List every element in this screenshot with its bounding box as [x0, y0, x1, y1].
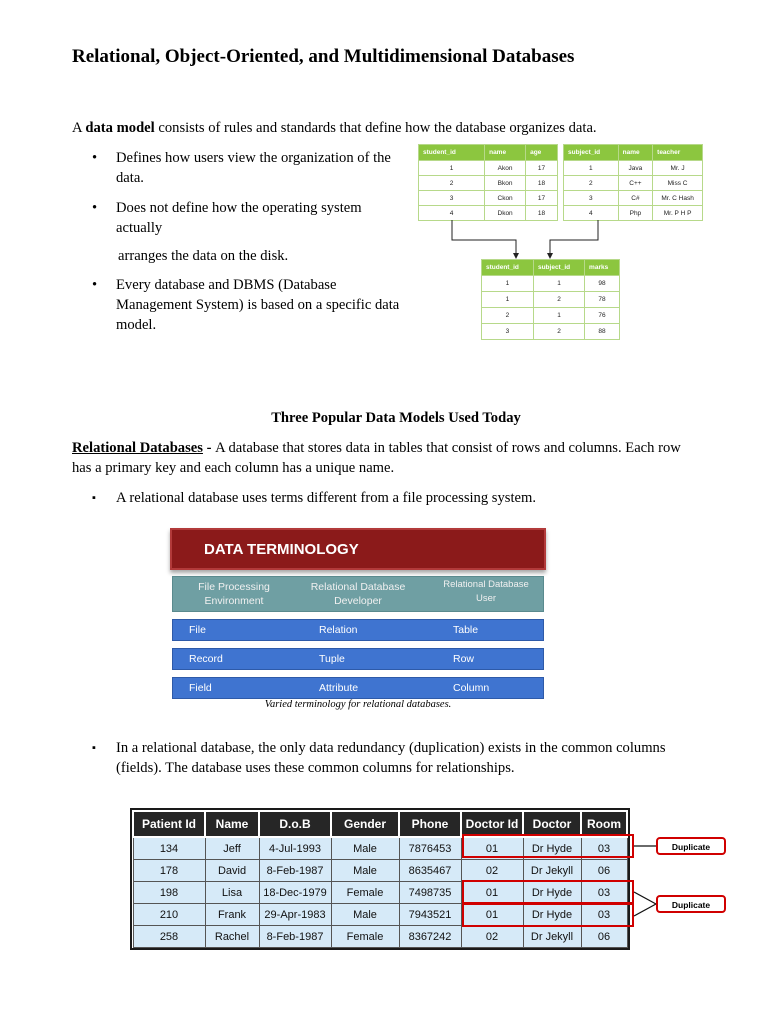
table-cell: 7498735: [399, 882, 461, 904]
column-header: Phone: [399, 811, 461, 837]
table-row: [564, 191, 703, 206]
table-cell: Akon: [485, 161, 526, 176]
table-row: [482, 308, 620, 324]
bullet-text: [116, 738, 666, 778]
table-cell: 06: [581, 926, 627, 948]
intro-bold-term: data model: [85, 120, 155, 136]
table-row: [482, 292, 620, 308]
table-cell: 2: [482, 308, 534, 324]
bullet-line: In a relational database, the only data redundancy (duplication) exists in the common columns: [116, 740, 666, 756]
column-header: subject_id: [564, 145, 619, 161]
table-cell: 134: [133, 837, 205, 860]
table-cell: 02: [461, 926, 523, 948]
column-header: teacher: [653, 145, 703, 161]
table-cell: Bkon: [485, 176, 526, 191]
table-cell: 4-Jul-1993: [259, 837, 331, 860]
table-cell: 2: [564, 176, 619, 191]
table-row: [419, 191, 558, 206]
bullet-dot: •: [92, 150, 98, 166]
table-cell: Dr Hyde: [523, 837, 581, 860]
relational-dash: -: [202, 440, 216, 456]
table-cell: Dr Jekyll: [523, 926, 581, 948]
bullet-line: Defines how users view the organization of the: [116, 150, 391, 166]
table-cell: Php: [618, 206, 653, 221]
duplicate-label: Duplicate: [656, 895, 726, 913]
table-cell: 258: [133, 926, 205, 948]
table-cell: 8-Feb-1987: [259, 860, 331, 882]
table-cell: C++: [618, 176, 653, 191]
table-cell: 1: [533, 276, 584, 292]
table-row: [482, 324, 620, 340]
table-cell: Java: [618, 161, 653, 176]
column-header: Doctor: [523, 811, 581, 837]
table-cell: 18: [526, 176, 558, 191]
bullet-item: [92, 275, 412, 335]
bullet-line: Does not define how the operating system: [116, 200, 362, 216]
square-bullet: ▪: [92, 492, 96, 504]
table-cell: 78: [585, 292, 620, 308]
column-header: student_id: [419, 145, 485, 161]
table-cell: Dr Jekyll: [523, 860, 581, 882]
table-cell: 03: [581, 837, 627, 860]
table-cell: Dr Hyde: [523, 882, 581, 904]
table-cell: Female: [331, 926, 399, 948]
intro-rest: consists of rules and standards that define how the database organizes data.: [154, 120, 597, 136]
table-cell: 88: [585, 324, 620, 340]
bullet-line: data.: [116, 170, 144, 186]
table-row: [482, 276, 620, 292]
duplicate-highlight-box: [462, 903, 634, 927]
terminology-cell: Relation: [319, 624, 358, 636]
table-cell: 03: [581, 882, 627, 904]
bullet-line: actually: [116, 220, 163, 236]
table-cell: C#: [618, 191, 653, 206]
table-cell: Mr. J: [653, 161, 703, 176]
table-cell: 1: [482, 292, 534, 308]
terminology-cell: Tuple: [319, 653, 345, 665]
table-cell: 8-Feb-1987: [259, 926, 331, 948]
table-cell: 1: [564, 161, 619, 176]
terminology-cell: Column: [453, 682, 490, 694]
bullet-line: model.: [116, 317, 157, 333]
table-row: [133, 860, 627, 882]
table-header-row: [564, 145, 703, 161]
table-cell: 178: [133, 860, 205, 882]
duplicate-label: Duplicate: [656, 837, 726, 855]
column-header: Name: [205, 811, 259, 837]
intro-prefix: A: [72, 120, 86, 136]
table-cell: 01: [461, 904, 523, 926]
table-cell: 3: [564, 191, 619, 206]
intro-paragraph: [72, 118, 597, 138]
table-header-row: [482, 260, 620, 276]
column-header: D.o.B: [259, 811, 331, 837]
table-cell: Female: [331, 882, 399, 904]
table-cell: 7943521: [399, 904, 461, 926]
table-cell: Dkon: [485, 206, 526, 221]
table-cell: 01: [461, 837, 523, 860]
bullet-dot: •: [92, 200, 98, 216]
student-table: [418, 144, 558, 221]
table-cell: 8635467: [399, 860, 461, 882]
terminology-cell: Table: [453, 624, 479, 636]
patient-table-frame: [130, 808, 630, 950]
table-cell: Mr. P H P: [653, 206, 703, 221]
column-header-file-processing: [179, 580, 289, 608]
table-cell: Rachel: [205, 926, 259, 948]
table-cell: 17: [526, 161, 558, 176]
column-header-line: Environment: [204, 595, 264, 607]
terminology-cell: Field: [189, 682, 212, 694]
table-cell: 1: [533, 308, 584, 324]
connector-line: [634, 904, 656, 916]
table-cell: 17: [526, 191, 558, 206]
data-terminology-graphic: [170, 528, 546, 700]
bullet-line: Management System) is based on a specific data: [116, 297, 400, 313]
column-header-line: Relational Database: [443, 579, 529, 590]
table-cell: 29-Apr-1983: [259, 904, 331, 926]
terminology-cell: Row: [453, 653, 475, 665]
table-cell: David: [205, 860, 259, 882]
arrow-line-right: [550, 220, 598, 256]
table-cell: Ckon: [485, 191, 526, 206]
terminology-row: [172, 648, 544, 670]
bullet-item: [92, 738, 732, 778]
duplicate-highlight-box: [462, 880, 634, 904]
duplicate-highlight-box: [462, 834, 634, 858]
table-cell: 198: [133, 882, 205, 904]
marks-table: [481, 259, 620, 340]
column-header: student_id: [482, 260, 534, 276]
table-connector-arrows: [440, 218, 610, 260]
table-cell: 01: [461, 882, 523, 904]
terminology-row: [172, 677, 544, 699]
column-header-db-developer: [299, 580, 417, 608]
terminology-cell: File: [189, 624, 206, 636]
terminology-column-headers: [172, 576, 544, 612]
table-cell: Miss C: [653, 176, 703, 191]
terminology-row: [172, 619, 544, 641]
table-row: [419, 176, 558, 191]
table-cell: 02: [461, 860, 523, 882]
table-cell: 1: [482, 276, 534, 292]
table-cell: Mr. C Hash: [653, 191, 703, 206]
column-header-line: Relational Database: [310, 581, 406, 593]
bullet-dot: •: [92, 277, 98, 293]
bullet-item: [92, 148, 412, 188]
column-header: age: [526, 145, 558, 161]
square-bullet: ▪: [92, 742, 96, 754]
column-header-db-user: [427, 578, 545, 606]
table-cell: Jeff: [205, 837, 259, 860]
relational-term: Relational Databases: [72, 440, 203, 456]
table-cell: 8367242: [399, 926, 461, 948]
column-header: subject_id: [533, 260, 584, 276]
terminology-header: [170, 528, 546, 570]
figure-caption: Varied terminology for relational databases.: [264, 699, 452, 710]
bullet-item: [92, 198, 412, 238]
table-cell: 4: [564, 206, 619, 221]
patient-table: [132, 810, 628, 948]
column-header: Patient Id: [133, 811, 205, 837]
relational-line1: A database that stores data in tables that consist of rows and columns. Each row: [215, 440, 681, 456]
bullet-text: [116, 198, 362, 238]
column-header: Room: [581, 811, 627, 837]
table-row: [133, 926, 627, 948]
table-row: [564, 161, 703, 176]
table-cell: 3: [419, 191, 485, 206]
table-cell: 2: [533, 324, 584, 340]
relational-line2: has a primary key and each column has a unique name.: [72, 460, 395, 476]
bullet-item: [92, 488, 712, 508]
bullet-text: [116, 275, 399, 335]
terminology-heading: DATA TERMINOLOGY: [204, 541, 359, 558]
connector-line: [634, 892, 656, 904]
terminology-cell: Attribute: [319, 682, 359, 694]
table-cell: Male: [331, 904, 399, 926]
table-row: [419, 161, 558, 176]
column-header: name: [485, 145, 526, 161]
table-cell: 76: [585, 308, 620, 324]
table-cell: 7876453: [399, 837, 461, 860]
table-cell: 4: [419, 206, 485, 221]
column-header-line: User: [475, 593, 497, 604]
bullet-line: (fields). The database uses these common columns for relationships.: [116, 760, 515, 776]
column-header: Doctor Id: [461, 811, 523, 837]
column-header: Gender: [331, 811, 399, 837]
bullet-line: Every database and DBMS (Database: [116, 277, 337, 293]
section-heading: Three Popular Data Models Used Today: [271, 410, 521, 426]
table-cell: 2: [419, 176, 485, 191]
table-cell: Male: [331, 860, 399, 882]
arrow-line-left: [452, 220, 516, 256]
table-cell: 18: [526, 206, 558, 221]
column-header: marks: [585, 260, 620, 276]
column-header-line: Developer: [334, 595, 382, 607]
page-title: Relational, Object-Oriented, and Multidimensional Databases: [72, 46, 575, 67]
table-cell: 06: [581, 860, 627, 882]
column-header: name: [618, 145, 653, 161]
table-row: [564, 176, 703, 191]
table-cell: 03: [581, 904, 627, 926]
table-cell: 18-Dec-1979: [259, 882, 331, 904]
column-header-line: File Processing: [198, 581, 270, 593]
table-cell: Frank: [205, 904, 259, 926]
indent-text: arranges the data on the disk.: [118, 248, 289, 264]
table-cell: 98: [585, 276, 620, 292]
table-cell: Lisa: [205, 882, 259, 904]
table-header-row: [419, 145, 558, 161]
subject-table: [563, 144, 703, 221]
table-cell: 3: [482, 324, 534, 340]
table-cell: 210: [133, 904, 205, 926]
table-cell: 1: [419, 161, 485, 176]
table-cell: Male: [331, 837, 399, 860]
bullet-text: [116, 148, 391, 188]
table-cell: Dr Hyde: [523, 904, 581, 926]
terminology-cell: Record: [189, 653, 223, 665]
table-cell: 2: [533, 292, 584, 308]
bullet-text: A relational database uses terms different from a file processing system.: [116, 490, 536, 506]
relational-paragraph: [72, 438, 732, 478]
